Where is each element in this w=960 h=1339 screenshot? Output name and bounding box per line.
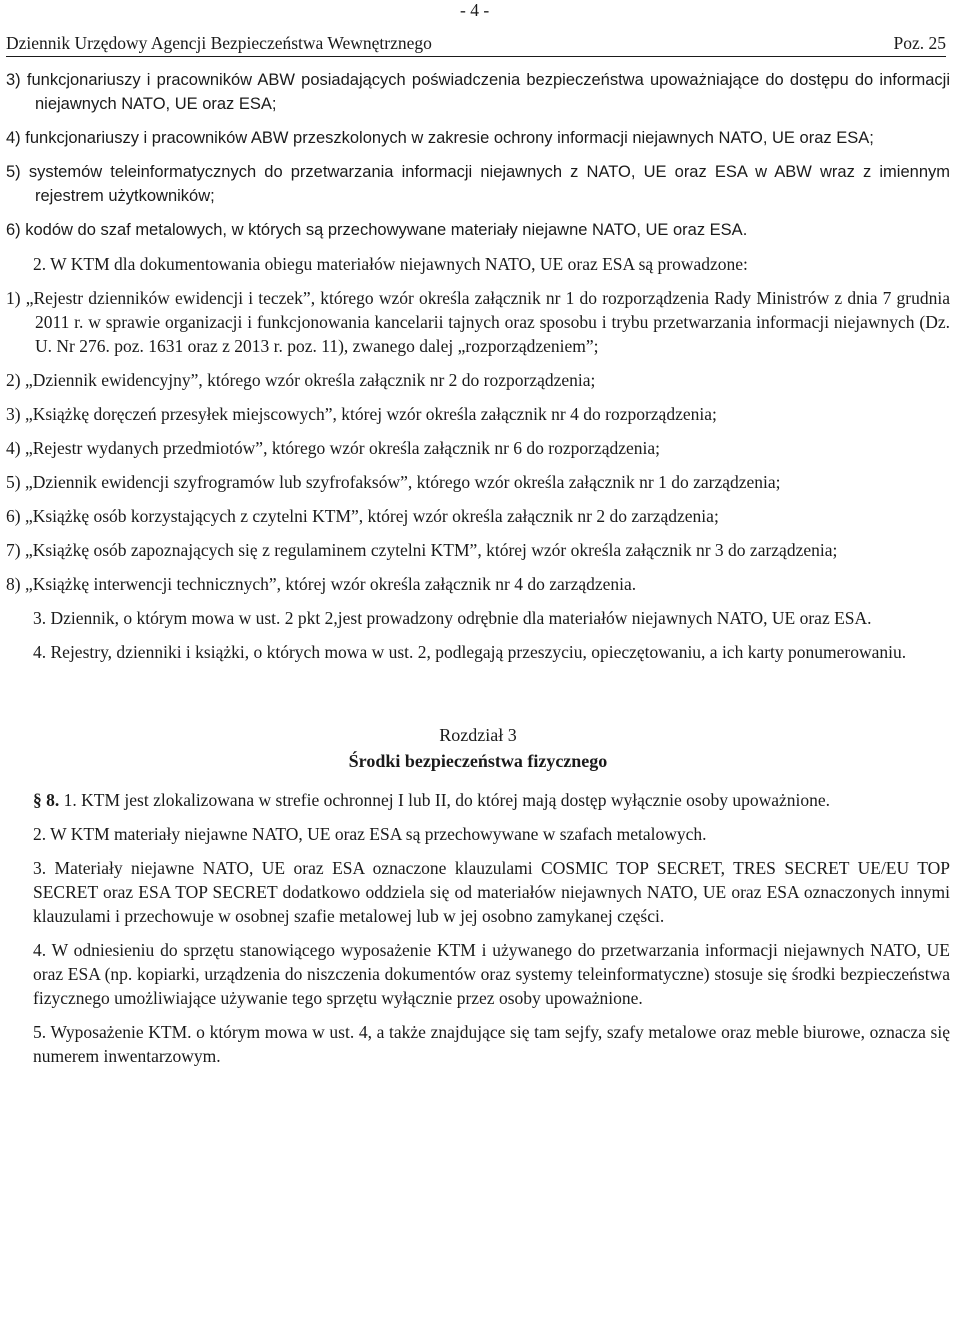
list-item: 3) funkcjonariuszy i pracowników ABW posiadających poświadczenia bezpieczeństwa upoważniające do dostępu do informacji niejawnych NATO, UE oraz ESA; (6, 71, 950, 113)
paragraph-3: 3. Dziennik, o którym mowa w ust. 2 pkt 2,jest prowadzony odrębnie dla materiałów niejawnych NATO, UE oraz ESA. (33, 608, 872, 628)
page-header (6, 33, 946, 57)
list-item: 6) „Książkę osób korzystających z czytelni KTM”, której wzór określa załącznik nr 2 do zarządzenia; (6, 506, 719, 526)
list-items-sans (6, 68, 950, 242)
list-item: 3) „Książkę doręczeń przesyłek miejscowych”, której wzór określa załącznik nr 4 do rozporządzenia; (6, 404, 717, 424)
section-8-paragraph-1 (6, 788, 950, 812)
list-item: 7) „Książkę osób zapoznających się z regulaminem czytelni KTM”, której wzór określa załącznik nr 3 do zarządzenia; (6, 540, 838, 560)
section-8-paragraph-2: 2. W KTM materiały niejawne NATO, UE oraz ESA są przechowywane w szafach metalowych. (33, 824, 707, 844)
journal-title: Dziennik Urzędowy Agencji Bezpieczeństwa Wewnętrznego (6, 33, 432, 53)
paragraph-4: 4. Rejestry, dzienniki i książki, o których mowa w ust. 2, podlegają przeszyciu, opieczętowaniu, a ich karty ponumerowaniu. (33, 642, 907, 662)
section-8-paragraph-3: 3. Materiały niejawne NATO, UE oraz ESA oznaczone klauzulami COSMIC TOP SECRET, TRES SECRET UE/EU TOP SECRET oraz ESA TOP SECRET dodatkowo oddziela się od materiałów niejawnych NATO, UE oraz ESA oznaczonych innymi klauzulami i przechowuje w osobnej szafie metalowej lub w jej osobno zamykanej części. (33, 858, 950, 926)
section-8-text-1: 1. KTM jest zlokalizowana w strefie ochronnej I lub II, do której mają dostęp wyłącznie osoby upoważnione. (63, 790, 830, 810)
chapter-title: Środki bezpieczeństwa fizycznego (348, 751, 608, 771)
list-item: 1) „Rejestr dzienników ewidencji i teczek”, którego wzór określa załącznik nr 1 do rozporządzenia Rady Ministrów z dnia 7 grudnia 2011 r. w sprawie organizacji i funkcjonowania kancelarii tajnych oraz sposobu i trybu przetwarzania informacji niejawnych (Dz. U. Nr 276. poz. 1631 oraz z 2013 r. poz. 11), zwanego dalej „rozporządzeniem”; (6, 288, 950, 356)
chapter-heading (6, 722, 950, 774)
list-item: 5) „Dziennik ewidencji szyfrogramów lub szyfrofaksów”, którego wzór określa załącznik nr 1 do zarządzenia; (6, 472, 781, 492)
list-item: 2) „Dziennik ewidencyjny”, którego wzór określa załącznik nr 2 do rozporządzenia; (6, 370, 596, 390)
section-8-paragraph-5: 5. Wyposażenie KTM. o którym mowa w ust. 4, a także znajdujące się tam sejfy, szafy metalowe oraz meble biurowe, oznacza się numerem inwentarzowym. (33, 1022, 950, 1066)
list-item: 5) systemów teleinformatycznych do przetwarzania informacji niejawnych z NATO, UE oraz ESA w ABW wraz z imiennym rejestrem użytkowników; (6, 163, 950, 205)
chapter-label: Rozdział 3 (439, 725, 517, 745)
section-8-paragraph-4: 4. W odniesieniu do sprzętu stanowiącego wyposażenie KTM i używanego do przetwarzania informacji niejawnych NATO, UE oraz ESA (np. kopiarki, urządzenia do niszczenia dokumentów oraz systemy teleinformatyczne) stosuje się środki bezpieczeństwa fizycznego umożliwiające używanie tego sprzętu wyłącznie przez osoby upoważnione. (33, 940, 950, 1008)
section-mark: § 8. (33, 790, 60, 810)
page-number: - 4 - (460, 0, 490, 20)
list-item: 6) kodów do szaf metalowych, w których są przechowywane materiały niejawne NATO, UE oraz ESA. (6, 221, 748, 239)
list-item: 4) funkcjonariuszy i pracowników ABW przeszkolonych w zakresie ochrony informacji niejawnych NATO, UE oraz ESA; (6, 129, 874, 147)
list-item: 8) „Książkę interwencji technicznych”, której wzór określa załącznik nr 4 do zarządzenia. (6, 574, 637, 594)
list-item: 4) „Rejestr wydanych przedmiotów”, którego wzór określa załącznik nr 6 do rozporządzenia; (6, 438, 661, 458)
position-number: Poz. 25 (893, 33, 946, 53)
document-body (6, 68, 950, 1078)
paragraph-2: 2. W KTM dla dokumentowania obiegu materiałów niejawnych NATO, UE oraz ESA są prowadzone: (33, 254, 748, 274)
